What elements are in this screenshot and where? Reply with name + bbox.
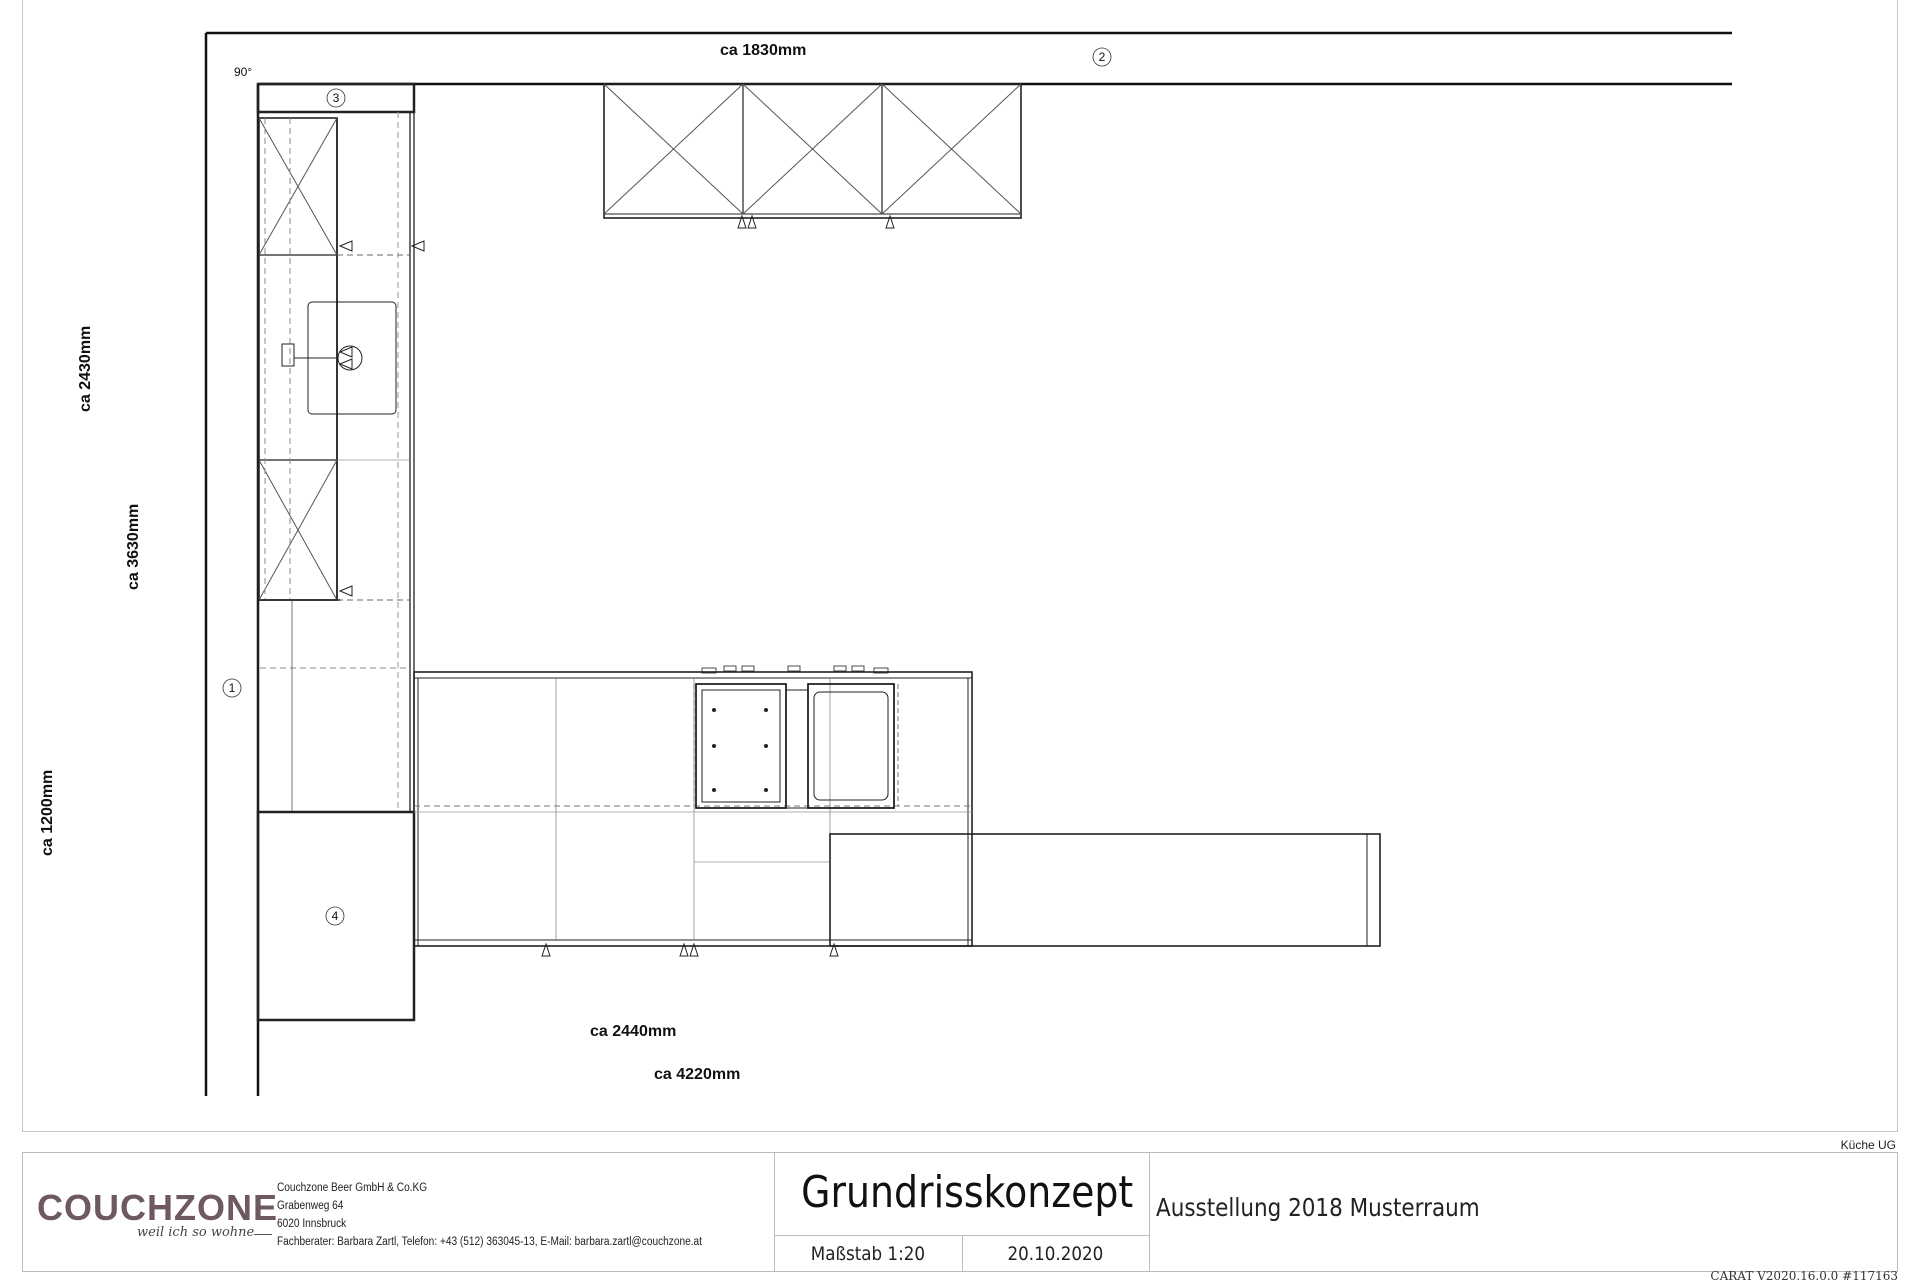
date-text: 20.10.2020 bbox=[1007, 1242, 1104, 1265]
software-version: CARAT V2020.16.0.0 #117163 bbox=[1710, 1270, 1898, 1280]
scale-cell bbox=[775, 1236, 962, 1271]
dim-bottom-outer: ca 4220mm bbox=[654, 1066, 741, 1083]
room-label: Küche UG bbox=[1840, 1138, 1896, 1152]
dim-left-outer: ca 3630mm bbox=[125, 503, 142, 590]
dim-top-width: ca 1830mm bbox=[720, 42, 807, 59]
top-wall-units bbox=[604, 84, 1021, 228]
dim-bottom-inner: ca 2440mm bbox=[590, 1023, 677, 1040]
dim-left-lower: ca 1200mm bbox=[39, 769, 56, 856]
callout-numbers bbox=[229, 50, 1106, 923]
document-title: Grundrisskonzept bbox=[801, 1167, 1134, 1218]
logo-tagline: weil ich so wohne bbox=[137, 1225, 255, 1240]
project-cell bbox=[1150, 1153, 1897, 1271]
couchzone-logo bbox=[37, 1187, 277, 1249]
company-city: 6020 Innsbruck bbox=[277, 1218, 347, 1230]
position-callouts bbox=[223, 48, 1111, 925]
meta-row bbox=[775, 1235, 1149, 1271]
project-name: Ausstellung 2018 Musterraum bbox=[1156, 1193, 1480, 1222]
title-cell bbox=[775, 1153, 1150, 1271]
dim-left-upper: ca 2430mm bbox=[77, 325, 94, 412]
callout-4: 4 bbox=[331, 909, 339, 923]
company-info bbox=[277, 1179, 702, 1251]
dimension-labels bbox=[39, 42, 806, 1083]
callout-1: 1 bbox=[228, 681, 236, 695]
callout-3: 3 bbox=[332, 91, 340, 105]
left-cabinet-run bbox=[258, 84, 424, 1020]
title-block bbox=[22, 1152, 1898, 1272]
walls bbox=[206, 33, 1732, 1096]
angle-label: 90° bbox=[234, 65, 253, 79]
company-cell bbox=[23, 1153, 775, 1271]
callout-2: 2 bbox=[1098, 50, 1106, 64]
date-cell bbox=[962, 1236, 1150, 1271]
company-name: Couchzone Beer GmbH & Co.KG bbox=[277, 1182, 428, 1194]
logo-wordmark: COUCHZONE bbox=[37, 1187, 278, 1228]
company-contact: Fachberater: Barbara Zartl, Telefon: +43 (512) 363045-13, E-Mail: barbara.zartl@couchzone.at bbox=[277, 1236, 702, 1248]
company-street: Grabenweg 64 bbox=[277, 1200, 344, 1212]
scale-text: Maßstab 1:20 bbox=[811, 1242, 926, 1265]
bottom-cabinet-run bbox=[414, 666, 1380, 956]
